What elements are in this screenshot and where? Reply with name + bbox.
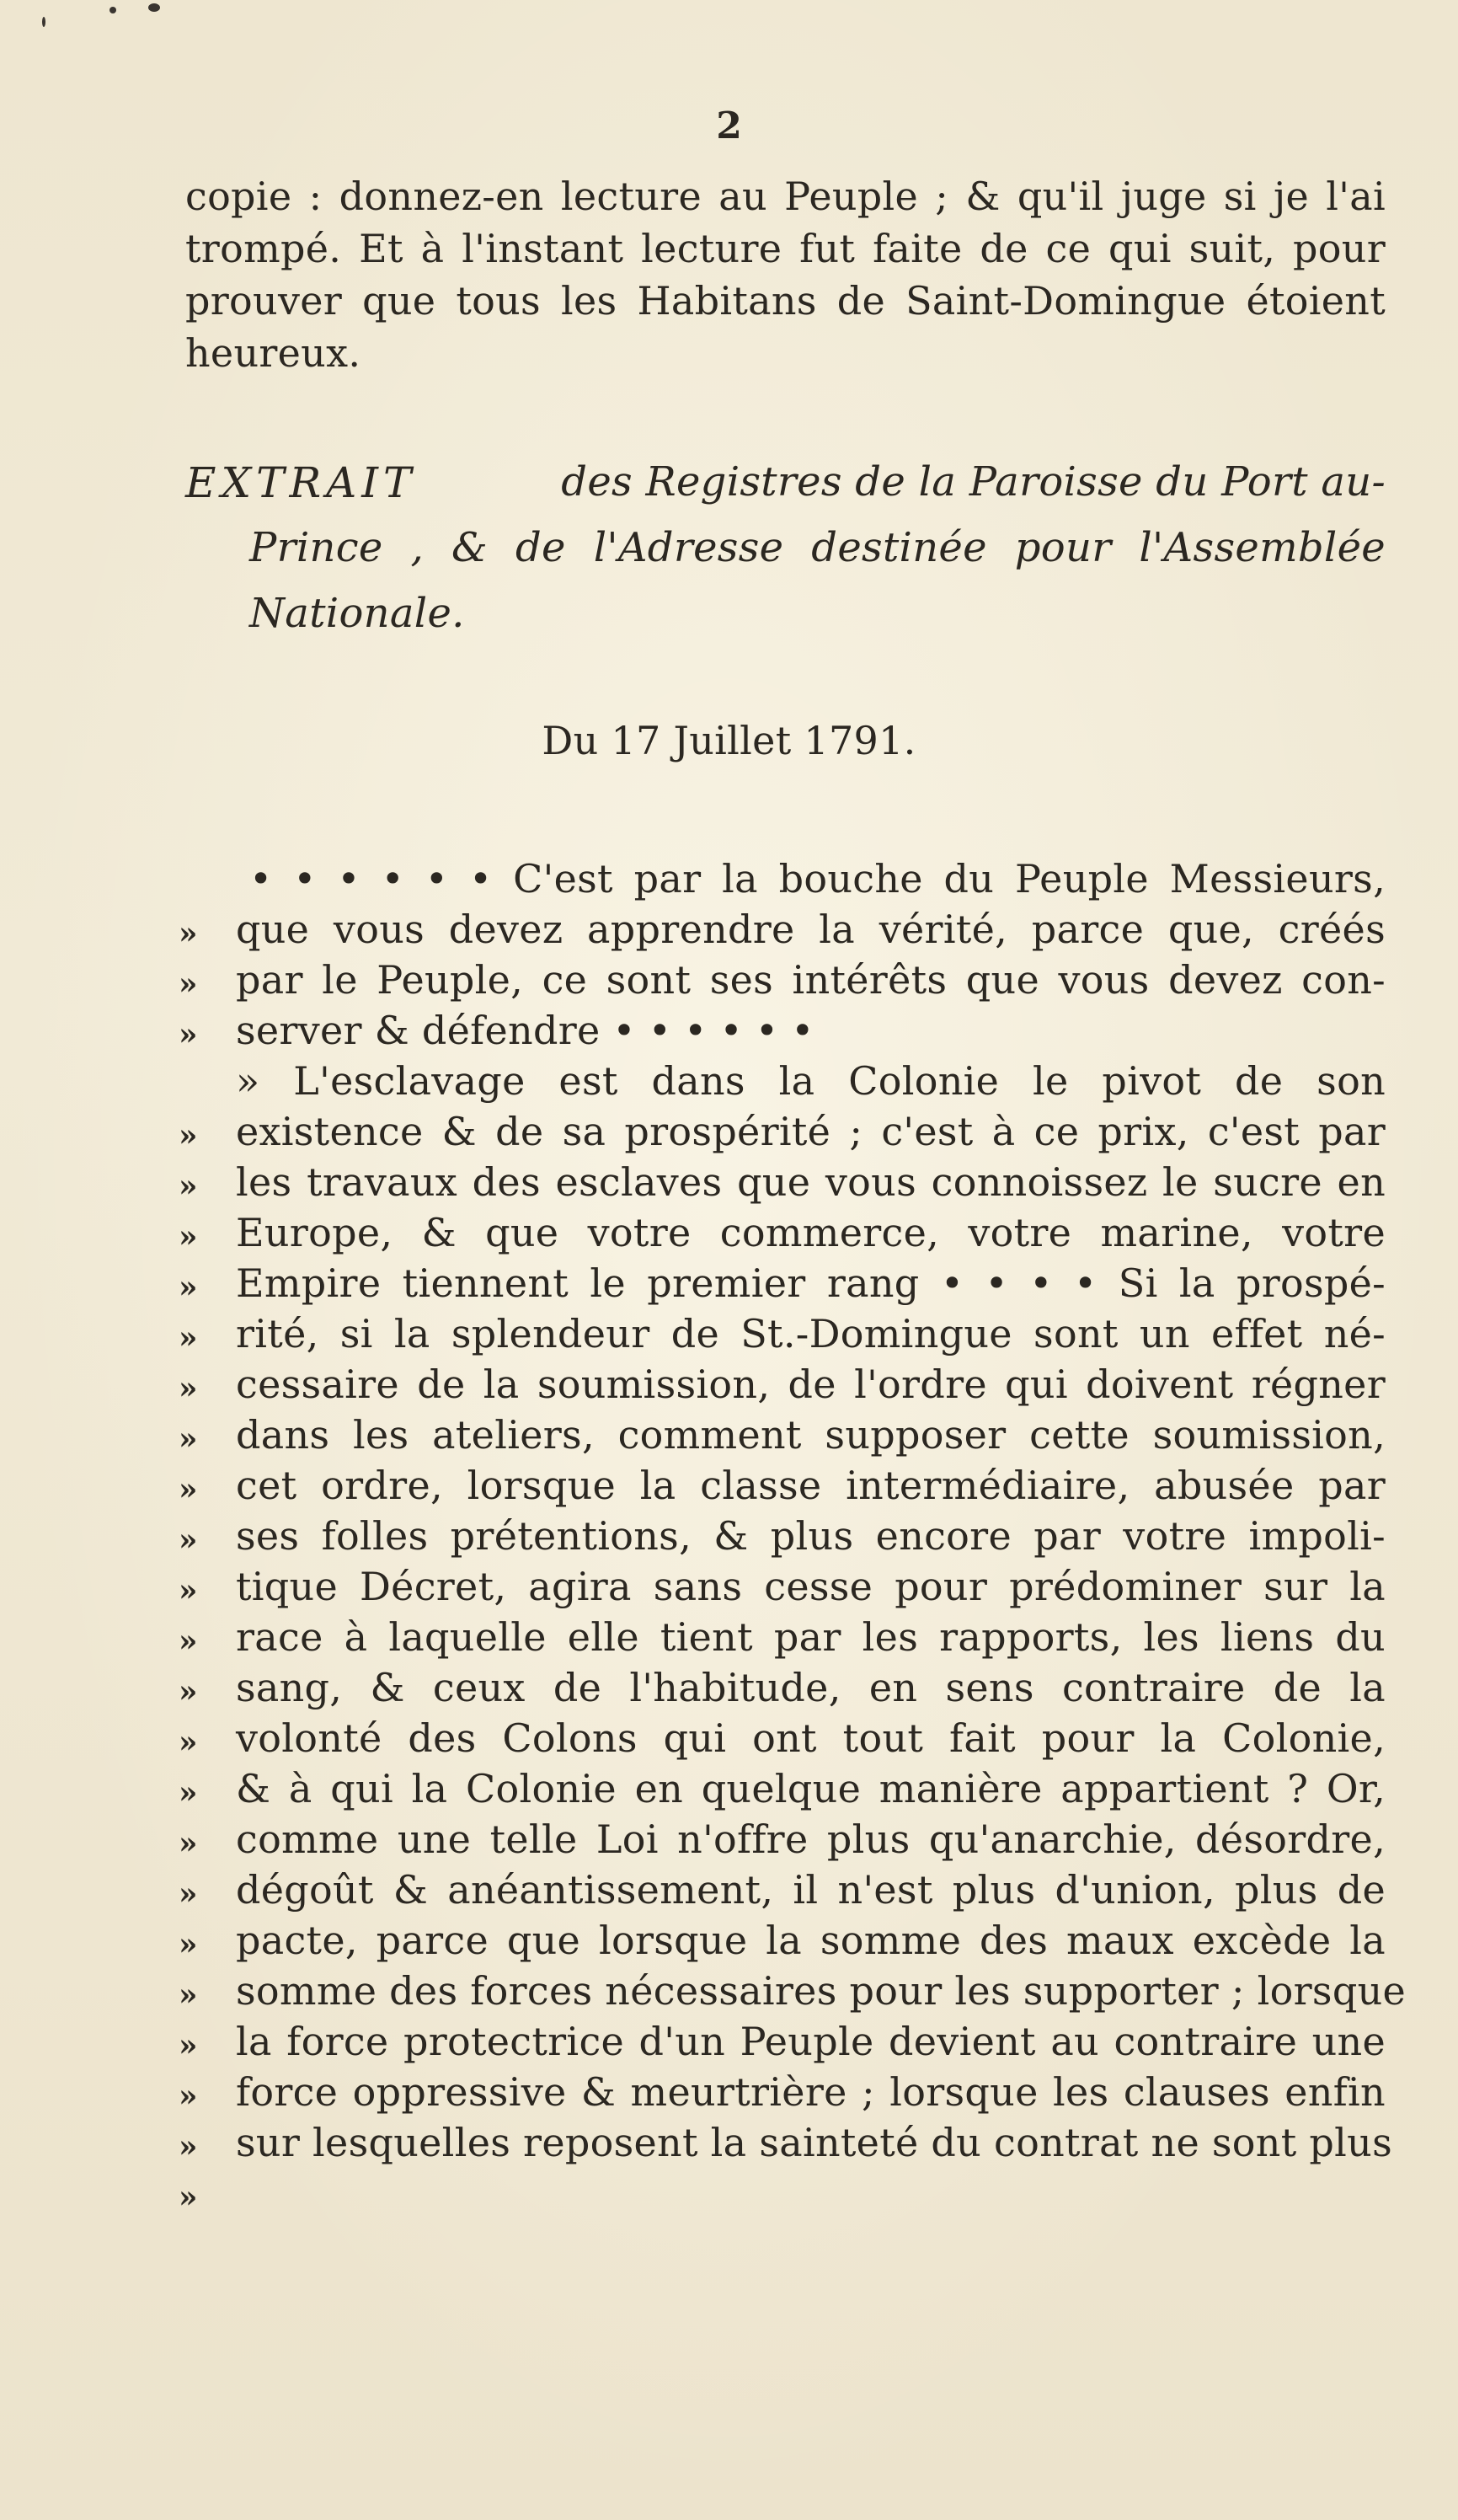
body-line: » L'esclavage est dans la Colonie le pivot de son xyxy=(236,1058,1386,1104)
quote-mark: » xyxy=(179,1522,198,1558)
quote-mark: » xyxy=(179,1876,198,1912)
quote-mark: » xyxy=(179,1219,198,1255)
extrait-line: Prince , & de l'Adresse destinée pour l'Assemblée xyxy=(249,524,1386,571)
quote-mark: » xyxy=(179,1573,198,1608)
body-line: Europe, & que votre commerce, votre marine, votre xyxy=(236,1210,1386,1255)
quote-mark: » xyxy=(179,2129,198,2164)
body-line: dégoût & anéantissement, il n'est plus d'union, plus de xyxy=(236,1867,1386,1913)
body-line: sur lesquelles reposent la sainteté du contrat ne sont plus xyxy=(236,2120,1393,2165)
quote-mark: » xyxy=(179,1371,198,1406)
ink-speck xyxy=(148,3,160,12)
body-line: cessaire de la soumission, de l'ordre qui doivent régner xyxy=(236,1362,1386,1407)
quote-mark: » xyxy=(179,916,198,951)
body-line: volonté des Colons qui ont tout fait pour la Colonie, xyxy=(236,1715,1386,1761)
body-line: tique Décret, agira sans cesse pour prédominer sur la xyxy=(236,1564,1386,1609)
quote-mark: » xyxy=(179,2079,198,2114)
extrait-line: des Registres de la Paroisse du Port au- xyxy=(561,458,1386,506)
quote-mark: » xyxy=(179,1977,198,2013)
quote-mark: » xyxy=(179,1775,198,1811)
body-line: ses folles prétentions, & plus encore par votre impoli- xyxy=(236,1513,1386,1559)
quote-mark: » xyxy=(179,1118,198,1153)
body-line: par le Peuple, ce sont ses intérêts que vous devez con- xyxy=(236,957,1386,1003)
quote-mark: » xyxy=(179,2180,198,2215)
quote-mark: » xyxy=(179,1320,198,1356)
body-line: & à qui la Colonie en quelque manière appartient ? Or, xyxy=(236,1766,1386,1811)
quote-mark: » xyxy=(179,1472,198,1507)
ink-speck xyxy=(109,7,116,13)
quote-mark: » xyxy=(179,1017,198,1052)
body-line: que vous devez apprendre la vérité, parce que, créés xyxy=(236,907,1386,952)
quote-mark: » xyxy=(179,1270,198,1305)
body-line: sang, & ceux de l'habitude, en sens contraire de la xyxy=(236,1665,1386,1710)
body-line: la force protectrice d'un Peuple devient au contraire une xyxy=(236,2019,1386,2064)
date-line: Du 17 Juillet 1791. xyxy=(542,718,916,763)
paragraph-line: copie : donnez-en lecture au Peuple ; & qu'il juge si je l'ai xyxy=(185,174,1386,219)
body-line: server & défendre • • • • • • xyxy=(236,1008,814,1053)
quote-mark: » xyxy=(179,1421,198,1457)
body-line: race à laquelle elle tient par les rapports, les liens du xyxy=(236,1614,1386,1660)
body-line: pacte, parce que lorsque la somme des maux excède la xyxy=(236,1918,1386,1963)
quote-mark: » xyxy=(179,1927,198,1962)
page-number: 2 xyxy=(716,104,742,147)
body-line: force oppressive & meurtrière ; lorsque les clauses enfin xyxy=(236,2069,1386,2115)
paragraph-line: trompé. Et à l'instant lecture fut faite de ce qui suit, pour xyxy=(185,226,1386,271)
quote-mark: » xyxy=(179,1169,198,1204)
body-line: Empire tiennent le premier rang • • • • Si la prospé- xyxy=(236,1260,1386,1306)
extrait-line: Nationale. xyxy=(249,590,465,637)
quote-mark: » xyxy=(179,2028,198,2063)
quote-mark: » xyxy=(179,1624,198,1659)
body-line: cet ordre, lorsque la classe intermédiaire, abusée par xyxy=(236,1463,1386,1508)
quote-mark: » xyxy=(179,966,198,1002)
body-line: dans les ateliers, comment supposer cette soumission, xyxy=(236,1412,1386,1458)
ink-speck xyxy=(42,17,45,27)
body-line: somme des forces nécessaires pour les supporter ; lorsque xyxy=(236,1968,1407,2014)
quote-mark: » xyxy=(179,1826,198,1861)
body-line: comme une telle Loi n'offre plus qu'anarchie, désordre, xyxy=(236,1816,1386,1862)
paragraph-line: heureux. xyxy=(185,330,361,376)
body-line: existence & de sa prospérité ; c'est à ce prix, c'est par xyxy=(236,1109,1386,1154)
extrait-title: EXTRAIT xyxy=(185,458,417,507)
quote-mark: » xyxy=(179,1674,198,1709)
quote-mark: » xyxy=(179,1725,198,1760)
extrait-heading xyxy=(185,458,1386,507)
paragraph-line: prouver que tous les Habitans de Saint-Domingue étoient xyxy=(185,278,1386,324)
body-line: rité, si la splendeur de St.-Domingue sont un effet né- xyxy=(236,1311,1386,1356)
body-line: • • • • • • C'est par la bouche du Peuple Messieurs, xyxy=(249,856,1386,902)
body-line: les travaux des esclaves que vous connoissez le sucre en xyxy=(236,1159,1386,1205)
